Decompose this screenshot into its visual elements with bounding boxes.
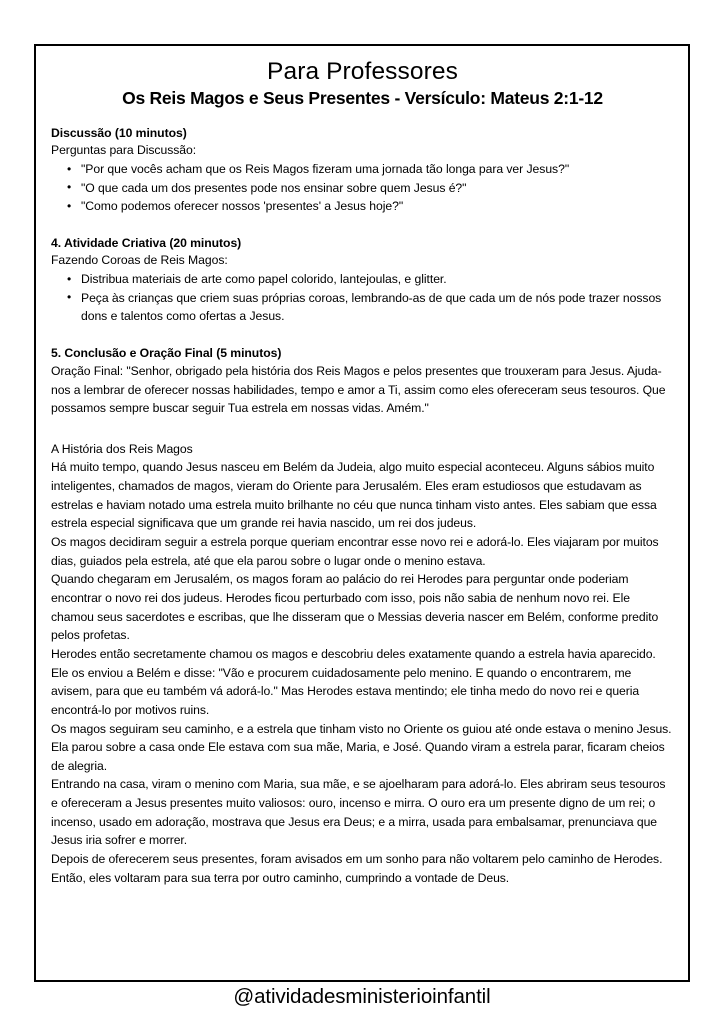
section-lead-atividade: Fazendo Coroas de Reis Magos: xyxy=(51,253,228,268)
historia-paragraph: Quando chegaram em Jerusalém, os magos foram ao palácio do rei Herodes para perguntar onde poderiam encontrar o novo rei dos judeus. Herodes ficou perturbado com isso, pois não sabia de nenhum novo rei. Ele chamou seus sacerdotes e escribas, que lhe disseram que o Messias deveria nascer em Belém, conforme predito pelos profetas. xyxy=(51,572,659,643)
historia-paragraph: Depois de oferecerem seus presentes, foram avisados em um sonho para não voltarem pelo caminho de Herodes. Então, eles voltaram para sua terra por outro caminho, cumprindo a vontade de Deus. xyxy=(51,852,663,885)
document-content xyxy=(36,46,688,887)
discussao-bullet-list xyxy=(51,160,674,216)
section-heading-conclusao: 5. Conclusão e Oração Final (5 minutos) xyxy=(51,345,282,360)
historia-paragraph: Herodes então secretamente chamou os magos e descobriu deles exatamente quando a estrela havia aparecido. Ele os enviou a Belém e disse: "Vão e procurem cuidadosamente pelo menino. E quando o encontrarem, me avisem, para que eu também vá adorá-lo." Mas Herodes estava mentindo; ele tinha medo do novo rei e queria encontrá-lo por motivos ruins. xyxy=(51,646,656,717)
spacer xyxy=(51,418,674,437)
oracao-final-text: Oração Final: "Senhor, obrigado pela história dos Reis Magos e pelos presentes que trouxeram para Jesus. Ajuda-nos a lembrar de oferecer nossas habilidades, tempo e amor a Ti, assim como eles ofereceram seus tesouros. Que possamos sempre buscar seguir Tua estrela em nossas vidas. Amém." xyxy=(51,364,666,416)
section-conclusao-oracao xyxy=(51,345,674,418)
section-atividade-criativa xyxy=(51,235,674,326)
section-lead-discussao: Perguntas para Discussão: xyxy=(51,143,197,158)
spacer xyxy=(51,216,674,235)
section-historia xyxy=(51,440,674,887)
historia-paragraph: Há muito tempo, quando Jesus nasceu em Belém da Judeia, algo muito especial aconteceu. Alguns sábios muito inteligentes, chamados de magos, vieram do Oriente para Jerusalém. Eles eram estudiosos que estudavam as estrelas e haviam notado uma estrela muito brilhante no céu que nunca tinham visto antes. Eles sabiam que essa estrela especial significava que um grande rei havia nascido, um rei dos judeus. xyxy=(51,460,657,531)
section-heading-discussao: Discussão (10 minutos) xyxy=(51,125,187,140)
list-item: • Distribua materiais de arte como papel colorido, lantejoulas, e glitter. xyxy=(51,270,674,289)
section-heading-atividade: 4. Atividade Criativa (20 minutos) xyxy=(51,235,242,250)
footer-handle: @atividadesministerioinfantil xyxy=(233,985,491,1008)
document-border-frame xyxy=(34,44,690,982)
historia-paragraph: Os magos seguiram seu caminho, e a estrela que tinham visto no Oriente os guiou até onde estava o menino Jesus. Ela parou sobre a casa onde Ele estava com sua mãe, Maria, e José. Quando viram a estrela parar, ficaram cheios de alegria. xyxy=(51,721,672,773)
list-item: • "Como podemos oferecer nossos 'presentes' a Jesus hoje?" xyxy=(51,197,674,216)
section-discussao xyxy=(51,125,674,216)
list-item: • "O que cada um dos presentes pode nos ensinar sobre quem Jesus é?" xyxy=(51,179,674,198)
page-subtitle: Os Reis Magos e Seus Presentes - Versículo: Mateus 2:1-12 xyxy=(122,87,603,108)
page-title: Para Professores xyxy=(267,58,458,85)
list-item: • Peça às crianças que criem suas próprias coroas, lembrando-as de que cada um de nós pode trazer nossos dons e talentos como ofertas a Jesus. xyxy=(51,289,674,326)
spacer xyxy=(51,326,674,345)
historia-paragraph: Entrando na casa, viram o menino com Maria, sua mãe, e se ajoelharam para adorá-lo. Eles abriram seus tesouros e ofereceram a Jesus presentes muito valiosos: ouro, incenso e mirra. O ouro era um presente digno de um rei; o incenso, usado em adoração, mostrava que Jesus era Deus; e a mirra, usada para embalsamar, prenunciava que Jesus iria sofrer e morrer. xyxy=(51,777,666,848)
atividade-bullet-list xyxy=(51,270,674,326)
historia-title: A História dos Reis Magos xyxy=(51,442,193,457)
historia-paragraph: Os magos decidiram seguir a estrela porque queriam encontrar esse novo rei e adorá-lo. Eles viajaram por muitos dias, guiados pela estrela, até que ela parou sobre o lugar onde o menino estava. xyxy=(51,534,659,568)
list-item: • "Por que vocês acham que os Reis Magos fizeram uma jornada tão longa para ver Jesus?" xyxy=(51,160,674,179)
